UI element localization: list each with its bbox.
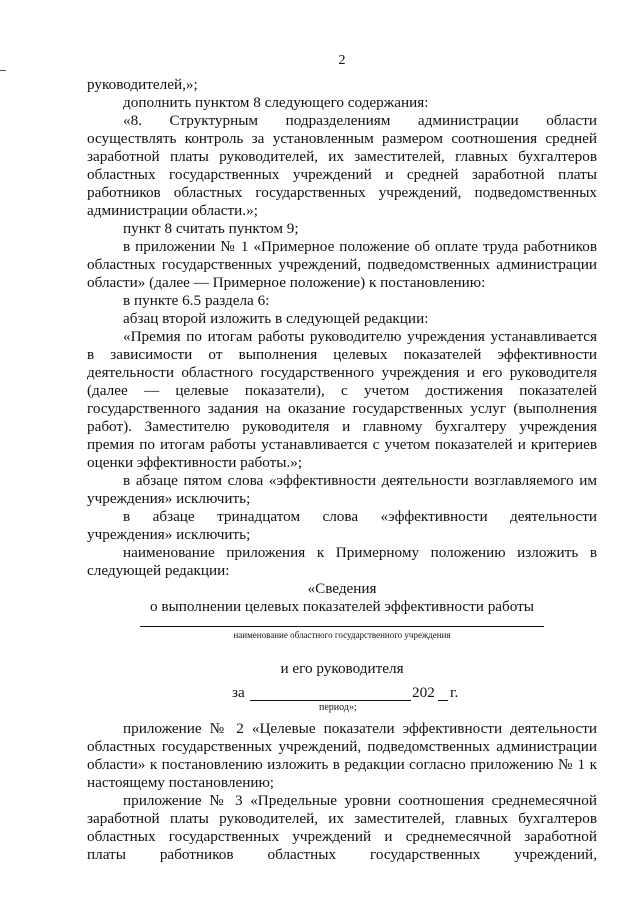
text-line: пункт 8 считать пунктом 9; [123, 220, 299, 237]
text-line: областных государственных учреждений и среднемесячной заработной [87, 828, 597, 845]
text-line: настоящему постановлению; [87, 774, 275, 791]
text-line: «Премия по итогам работы руководителю учреждения устанавливается [123, 328, 597, 345]
text-line: областных государственных учреждений, подведомственных администрации [87, 738, 597, 755]
text-line: областных государственных учреждений, подведомственных администрации [87, 256, 597, 273]
text-line: «8. Структурным подразделениям администрации области [123, 112, 597, 129]
text-line: платы работников областных государственных учреждений, [87, 846, 597, 863]
text-line: приложение № 2 «Целевые показатели эффективности деятельности [123, 720, 597, 737]
year-prefix: 202 [412, 684, 435, 701]
text-line: деятельности областного государственного учреждения и его руководителя [87, 364, 597, 381]
year-suffix: г. [450, 684, 459, 701]
text-line: администрации области.»; [87, 202, 258, 219]
text-line: области» к постановлению изложить в редакции согласно приложению № 1 к [87, 756, 597, 773]
form-title: «Сведения [307, 580, 377, 597]
text-line: государственного задания на оказание государственных услуг (выполнения [87, 400, 597, 417]
text-line: в абзаце пятом слова «эффективности деятельности возглавляемого им [123, 472, 597, 489]
text-line: осуществлять контроль за установленным размером соотношения средней [87, 130, 597, 147]
text-line: приложение № 3 «Предельные уровни соотношения среднемесячной [123, 792, 597, 809]
fill-in-line [140, 626, 544, 627]
text-line: учреждения» исключить; [87, 526, 251, 543]
text-line: дополнить пунктом 8 следующего содержания: [123, 94, 429, 111]
text-line: (далее — целевые показатели), с учетом достижения показателей [87, 382, 597, 399]
page-number: 2 [338, 53, 346, 68]
text-line: областных государственных учреждений и средней заработной платы [87, 166, 597, 183]
form-subtitle: о выполнении целевых показателей эффективности работы [149, 598, 535, 615]
text-line: области» (далее — Примерное положение) к постановлению: [87, 274, 486, 291]
text-line: абзац второй изложить в следующей редакции: [123, 310, 429, 327]
text-line: в зависимости от выполнения целевых показателей эффективности [87, 346, 597, 363]
text-line: работ). Заместителю руководителя и главному бухгалтеру учреждения [87, 418, 597, 435]
text-line: наименование приложения к Примерному положению изложить в [123, 544, 597, 561]
text-line: заработной платы руководителей, их заместителей, главных бухгалтеров [87, 810, 597, 827]
field-caption: наименование областного государственного учреждения [233, 630, 451, 640]
fill-in-line [250, 700, 411, 701]
text-line: оценки эффективности работы.»; [87, 454, 303, 471]
text-line: руководителей,»; [87, 76, 198, 93]
text-line: в абзаце тринадцатом слова «эффективности деятельности [123, 508, 597, 525]
form-subtitle: и его руководителя [280, 660, 404, 677]
text-line: работников областных государственных учреждений, подведомственных [87, 184, 597, 201]
text-line: премия по итогам работы устанавливается с учетом показателей и критериев [87, 436, 597, 453]
field-caption: период»; [319, 702, 357, 713]
period-prefix: за [232, 684, 245, 701]
margin-mark [0, 70, 6, 71]
text-line: в приложении № 1 «Примерное положение об оплате труда работников [123, 238, 597, 255]
text-line: учреждения» исключить; [87, 490, 251, 507]
text-line: в пункте 6.5 раздела 6: [123, 292, 270, 309]
text-line: заработной платы руководителей, их заместителей, главных бухгалтеров [87, 148, 597, 165]
fill-in-line [438, 700, 448, 701]
text-line: следующей редакции: [87, 562, 230, 579]
